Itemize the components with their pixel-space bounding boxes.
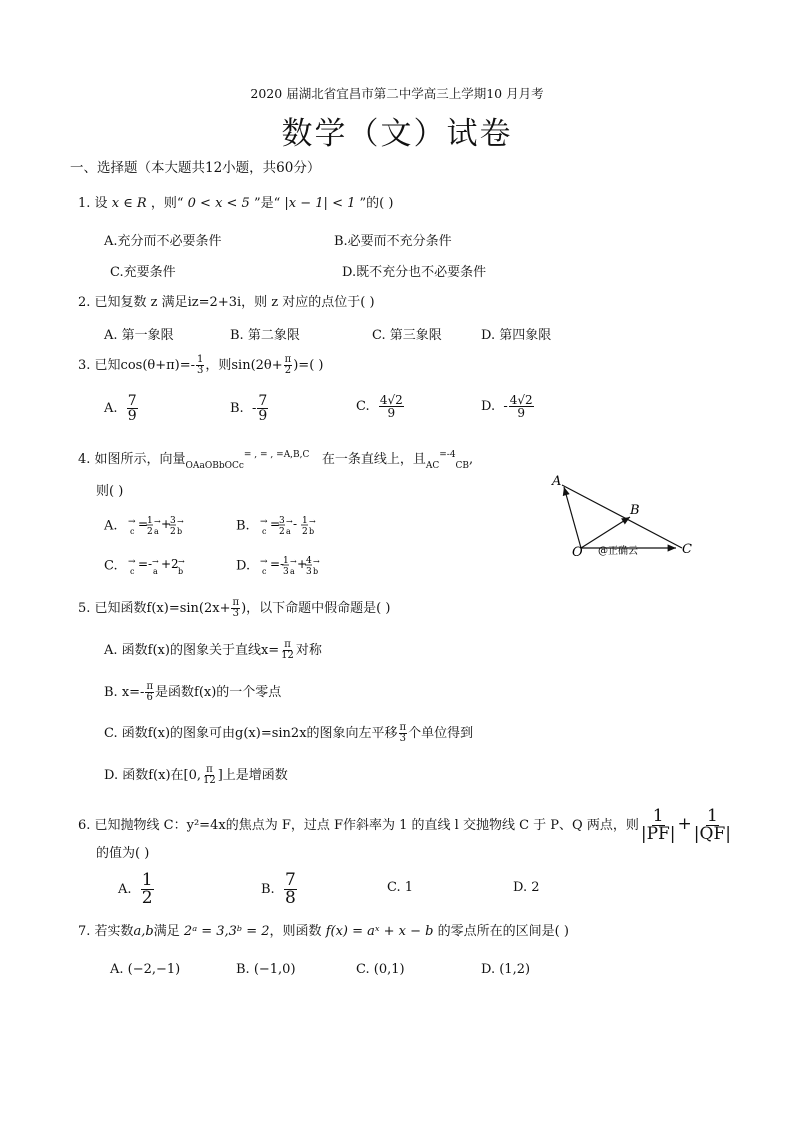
frac-den: 9 (387, 406, 396, 420)
sub-c: c (238, 461, 244, 471)
q7-option-b[interactable]: B. (−1,0) (236, 962, 296, 977)
svg-text:c: c (129, 567, 135, 576)
frac-num: π (284, 354, 292, 365)
svg-text:2: 2 (169, 527, 176, 537)
frac-num: π (284, 639, 291, 650)
svg-text:→: → (259, 517, 268, 527)
q6-frac-pf (640, 808, 677, 843)
svg-text:-: - (292, 517, 298, 531)
frac-den: 2 (284, 365, 292, 376)
q5-prefix: 5. 已知函数f(x)=sin(2x+ (78, 601, 231, 616)
q1-suffix: ”的( ) (359, 196, 394, 211)
svg-text:→: → (285, 517, 293, 526)
q3-suffix: )=( ) (293, 358, 324, 373)
option-label: C. (356, 399, 370, 414)
frac-den: 2 (141, 888, 153, 908)
svg-text:1: 1 (301, 516, 308, 526)
option-label: D. (236, 558, 251, 574)
option-label: B. (230, 401, 244, 416)
svg-text:2: 2 (278, 527, 285, 537)
frac-den: 12 (203, 775, 216, 786)
frac-den: 3 (197, 365, 204, 376)
option-frac (284, 872, 297, 907)
svg-text:3: 3 (283, 567, 290, 577)
option-suffix: ]上是增函数 (217, 768, 288, 783)
question-6-stem (78, 808, 733, 843)
q2-option-a[interactable]: A. 第一象限 (104, 328, 174, 343)
svg-text:+: + (297, 557, 308, 571)
svg-text:3: 3 (306, 567, 313, 577)
q6-frac-qf (693, 808, 732, 843)
q7-mid: 满足 (153, 924, 180, 939)
question-5-stem (78, 597, 390, 619)
svg-text:→: → (176, 517, 184, 526)
q7-prefix: 7. 若实数 (78, 924, 134, 939)
svg-text:→: → (260, 557, 268, 567)
option-frac (202, 765, 217, 786)
frac-den: |QF| (693, 824, 731, 844)
watermark-text: @正确云 (598, 546, 638, 557)
point-label-c: C (682, 542, 692, 557)
q1-mid: ，则“ (150, 196, 184, 211)
q4-prefix: 4. 如图所示，向量 (78, 452, 186, 467)
frac-num: 7 (284, 870, 296, 890)
option-frac (399, 723, 408, 744)
q4-triangle-figure (540, 470, 710, 570)
svg-text:+2: +2 (160, 557, 179, 571)
option-sign: - (251, 401, 257, 416)
q6-stem-line2: 的值为( ) (96, 846, 150, 861)
q4-option-a[interactable] (104, 514, 188, 538)
svg-text:b: b (313, 567, 319, 576)
frac-den: 3 (399, 733, 406, 744)
svg-text:1: 1 (283, 556, 290, 566)
sub-oa: OA (185, 461, 200, 471)
frac-den: 6 (146, 692, 153, 703)
option-prefix: A. 函数f(x)的图象关于直线x= (104, 643, 280, 658)
option-frac (509, 394, 534, 419)
q7-option-d[interactable]: D. (1,2) (481, 962, 531, 977)
svg-text:→: → (127, 557, 136, 567)
option-frac (257, 394, 268, 423)
svg-text:=-: =- (137, 557, 152, 571)
svg-text:=: = (269, 517, 281, 531)
frac-num: 1 (141, 870, 153, 890)
svg-text:→: → (308, 517, 316, 526)
q4-stem-line2: 则( ) (96, 484, 124, 499)
svg-text:→: → (290, 557, 298, 566)
point-label-b: B (630, 503, 640, 518)
option-label: A. (104, 518, 118, 534)
frac-num: 4√2 (379, 393, 403, 407)
q3-frac-pi-half (284, 355, 293, 376)
exam-subtitle: 2020 届湖北省宜昌市第二中学高三上学期10 月月考 (250, 86, 544, 101)
svg-text:a: a (290, 567, 296, 576)
q5-frac-pi-third (231, 598, 240, 619)
frac-num: π (146, 681, 154, 692)
frac-den: |PF| (640, 824, 676, 844)
q1-prefix: 1. 设 (78, 196, 108, 211)
q2-option-d[interactable]: D. 第四象限 (481, 328, 552, 343)
q7-mid2: ，则函数 (269, 924, 322, 939)
frac-num: 1 (652, 806, 664, 826)
point-label-o: O (572, 545, 583, 560)
option-frac (141, 872, 154, 907)
q4-option-b-expr (258, 514, 320, 538)
option-label: C. (104, 558, 118, 574)
svg-text:c: c (129, 527, 135, 536)
option-label: D. (481, 399, 496, 414)
option-prefix: D. 函数f(x)在[0, (104, 768, 201, 783)
q4-option-c[interactable] (104, 554, 188, 578)
option-label: A. (118, 882, 132, 897)
q4-option-b[interactable] (236, 514, 320, 538)
question-1-stem (78, 192, 393, 211)
svg-text:2: 2 (301, 527, 308, 537)
svg-text:c: c (261, 527, 267, 536)
q2-option-b[interactable]: B. 第二象限 (230, 328, 300, 343)
svg-text:a: a (152, 567, 158, 576)
q3-option-d[interactable] (481, 394, 535, 419)
svg-text:→: → (153, 517, 161, 526)
q7-suffix: 的零点所在的区间是( ) (437, 924, 569, 939)
q3-prefix: 3. 已知cos(θ+π)=- (78, 358, 196, 373)
q6-mid: 的焦点为 F，过点 F作斜率为 1 的直线 l 交抛物线 C 于 P、Q 两点，则 (225, 818, 639, 833)
q4-option-d-expr (258, 554, 324, 578)
q4-option-c-expr (126, 554, 188, 578)
svg-text:3: 3 (169, 516, 176, 526)
q7-math: a,b (133, 924, 154, 939)
q6-option-b[interactable] (261, 872, 298, 907)
svg-text:=: = (137, 517, 148, 531)
q1-option-a[interactable]: A.充分而不必要条件 (104, 234, 222, 249)
frac-num: 4√2 (509, 393, 533, 407)
frac-num: 7 (127, 393, 137, 409)
option-prefix: B. x=- (104, 685, 145, 700)
q4-vec-equalities: = , = , = (243, 450, 284, 460)
frac-den: 8 (284, 888, 296, 908)
svg-text:2: 2 (146, 527, 153, 537)
frac-num: π (206, 764, 213, 775)
svg-text:→: → (151, 557, 159, 566)
q4-option-d[interactable] (236, 554, 324, 578)
svg-text:b: b (176, 527, 182, 536)
q4-tail: , (469, 452, 474, 467)
q6-option-a[interactable] (118, 872, 155, 907)
q1-math: x ∈ R (111, 196, 147, 211)
q1-option-c[interactable]: C.充要条件 (110, 265, 176, 280)
option-label: B. (236, 518, 250, 534)
q7-math3: f(x) = aˣ + x − b (325, 924, 434, 939)
q1-mid2: ”是“ (253, 196, 281, 211)
frac-den: 12 (281, 650, 294, 661)
frac-den: 9 (127, 408, 137, 424)
q1-option-b[interactable]: B.必要而不充分条件 (334, 234, 452, 249)
svg-text:3: 3 (278, 516, 285, 526)
svg-text:b: b (308, 527, 315, 536)
q3-mid: ，则sin(2θ+ (205, 358, 283, 373)
question-2-stem: 2. 已知复数 z 满足iz=2+3i，则 z 对应的点位于( ) (78, 295, 375, 310)
svg-text:b: b (177, 567, 184, 576)
option-suffix: 对称 (295, 643, 322, 658)
q4-option-a-expr (126, 514, 188, 538)
frac-num: 1 (706, 806, 718, 826)
svg-text:4: 4 (306, 556, 313, 566)
q1-math2: 0 < x < 5 (187, 196, 250, 211)
q2-option-c[interactable]: C. 第三象限 (372, 328, 442, 343)
q7-option-c[interactable]: C. (0,1) (356, 962, 405, 977)
q3-option-b[interactable] (230, 394, 269, 423)
q3-frac-one-third (196, 355, 204, 376)
sub-ob: OB (204, 461, 219, 471)
option-sign: - (503, 399, 508, 414)
option-frac (379, 394, 404, 419)
q6-option-c[interactable]: C. 1 (387, 880, 414, 895)
frac-den: 9 (517, 406, 526, 420)
frac-num: π (399, 722, 407, 733)
section-heading: 一、选择题（本大题共12小题，共60分） (70, 160, 321, 176)
q5-option-a[interactable] (104, 639, 322, 661)
question-3-stem (78, 354, 323, 376)
q4-mid: 在一条直线上，且 (321, 452, 426, 467)
sub-oc: OC (224, 461, 239, 471)
sub-cb: CB (455, 461, 470, 471)
q3-option-c[interactable] (356, 394, 405, 419)
point-label-a: A (552, 474, 562, 489)
frac-num: 1 (197, 354, 204, 365)
q5-suffix: )，以下命题中假命题是( ) (241, 601, 391, 616)
svg-text:→: → (177, 557, 185, 566)
sub-b: b (218, 461, 225, 471)
q1-math3: |x − 1| < 1 (284, 196, 356, 211)
option-label: B. (261, 882, 275, 897)
exam-title: 数学（文）试卷 (281, 116, 513, 152)
q4-points: A,B,C (283, 450, 310, 460)
frac-den: 3 (232, 608, 239, 619)
q6-prefix: 6. 已知抛物线 C： (78, 818, 187, 833)
svg-text:c: c (262, 567, 267, 576)
svg-text:=-: =- (270, 557, 285, 571)
option-frac (127, 394, 138, 423)
svg-text:1: 1 (146, 516, 153, 526)
frac-num: 7 (258, 393, 268, 409)
svg-text:→: → (127, 517, 136, 527)
option-prefix: C. 函数f(x)的图象可由g(x)=sin2x的图象向左平移 (104, 726, 398, 741)
svg-text:+: + (160, 517, 171, 531)
q4-relation: =-4 (439, 450, 456, 460)
question-7-stem (78, 920, 569, 939)
svg-text:a: a (285, 527, 291, 536)
q6-parabola-eq: y²=4x (186, 818, 226, 833)
sub-a: a (199, 461, 205, 471)
option-frac (280, 640, 295, 661)
option-suffix: 个单位得到 (408, 726, 474, 741)
q1-option-d[interactable]: D.既不充分也不必要条件 (342, 265, 487, 280)
vector-ob-arrow (581, 517, 630, 548)
q7-option-a[interactable]: A. (−2,−1) (110, 962, 181, 977)
frac-den: 9 (258, 408, 268, 424)
frac-num: π (232, 597, 240, 608)
sub-ac: AC (425, 461, 440, 471)
option-label: A. (104, 401, 118, 416)
q5-option-c[interactable] (104, 722, 473, 744)
svg-text:→: → (313, 557, 321, 566)
vector-oa-arrow (564, 487, 581, 548)
option-frac (145, 682, 154, 703)
q3-option-a[interactable] (104, 394, 139, 423)
option-suffix: 是函数f(x)的一个零点 (155, 685, 282, 700)
q5-option-d[interactable] (104, 764, 288, 786)
q5-option-b[interactable] (104, 681, 281, 703)
line-ac (562, 485, 682, 548)
question-4-stem (78, 448, 474, 471)
q6-plus: + (677, 814, 692, 834)
q7-math2: 2ᵃ = 3,3ᵇ = 2 (183, 924, 270, 939)
q6-option-d[interactable]: D. 2 (513, 880, 540, 895)
svg-text:a: a (153, 527, 159, 536)
